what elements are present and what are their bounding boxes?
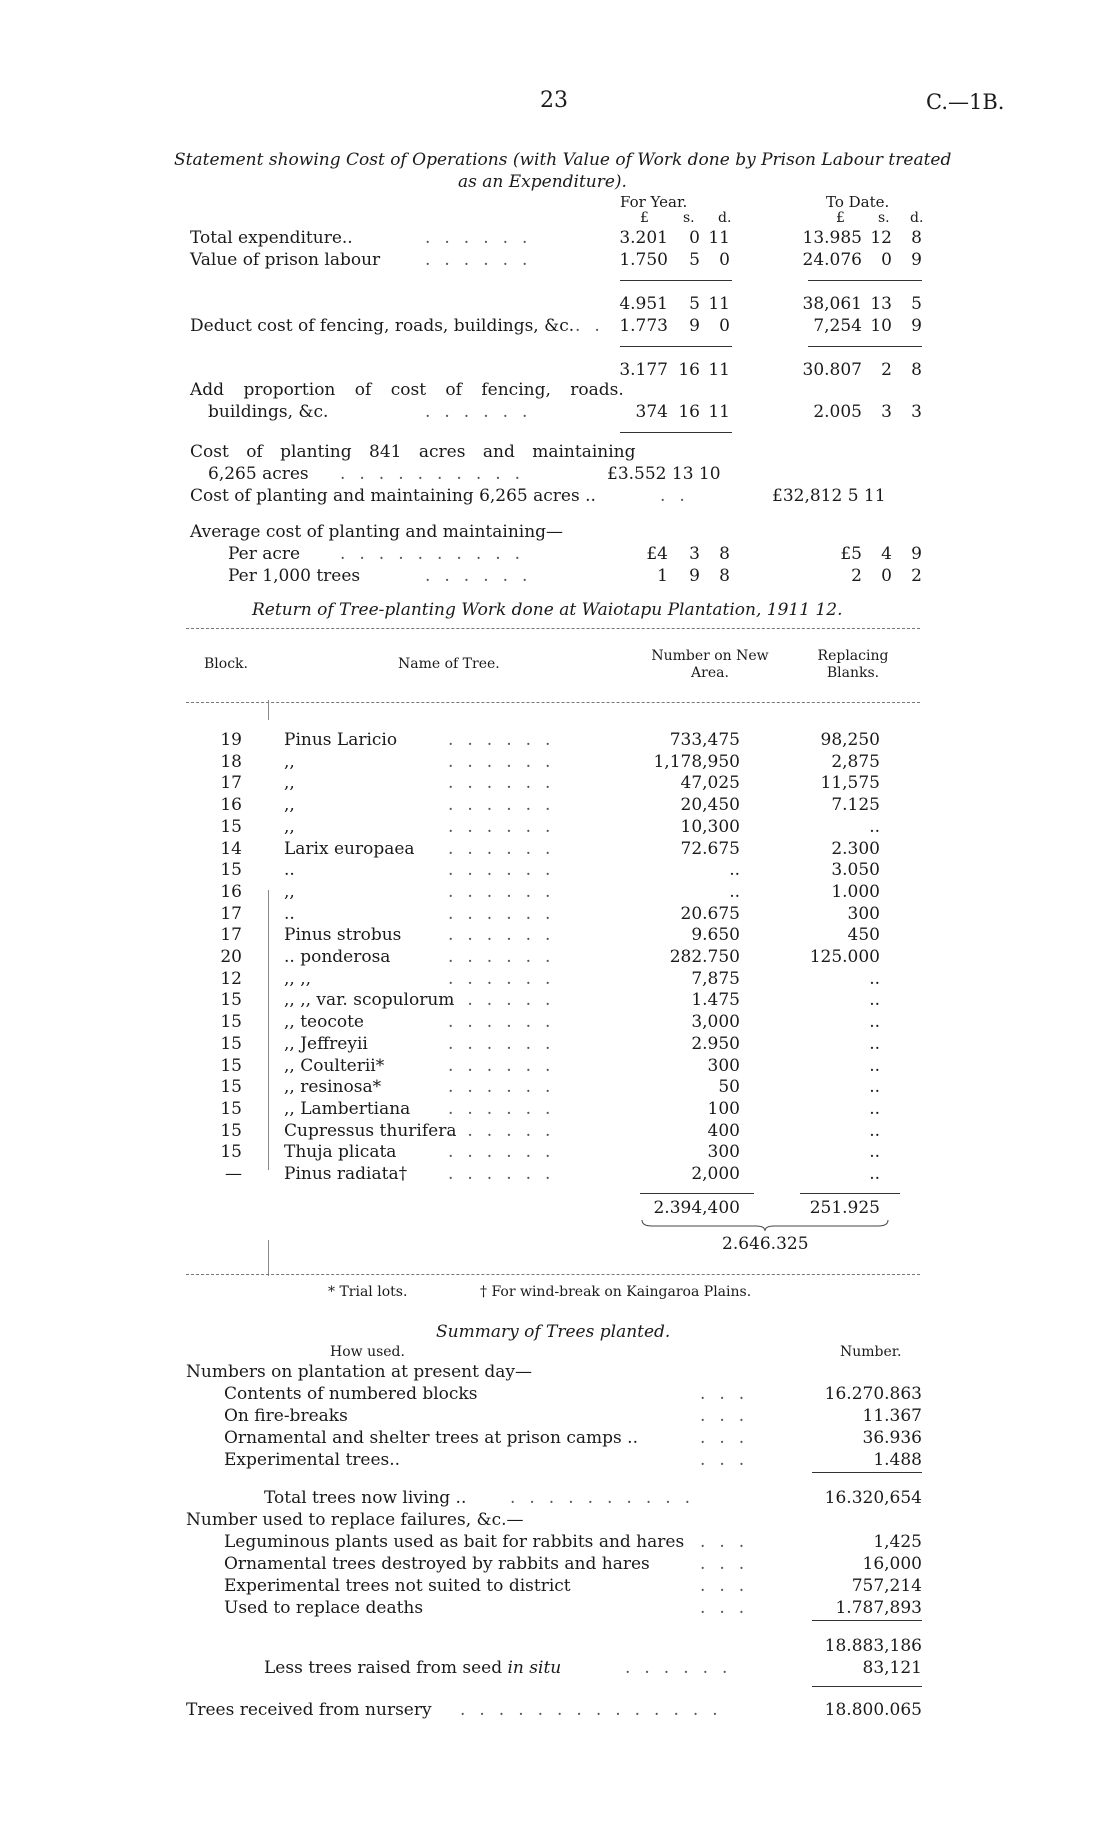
page-number: 23 (540, 88, 568, 113)
tree-name: Larix europaea (284, 839, 415, 859)
number-new-area: .. (729, 882, 740, 902)
replacing-blanks: 450 (847, 925, 880, 945)
block-number: 17 (220, 904, 242, 924)
planting-label-2: 6,265 acres (208, 464, 309, 484)
block-number: 17 (220, 925, 242, 945)
block-number: 15 (220, 1034, 242, 1054)
tree-name: .. (284, 904, 295, 924)
replacing-blanks: 7.125 (831, 795, 880, 815)
item-label: Leguminous plants used as bait for rabbits and hares (224, 1532, 685, 1552)
number-new-area: 300 (707, 1142, 740, 1162)
tree-name: Pinus radiata† (284, 1164, 408, 1184)
replacing-blanks: .. (869, 1034, 880, 1054)
number-new-area: 100 (707, 1099, 740, 1119)
item-value: 11.367 (862, 1406, 922, 1426)
subtotal-value: 18.883,186 (824, 1636, 922, 1656)
tree-name: ,, ,, var. scopulorum (284, 990, 455, 1010)
item-value: 757,214 (851, 1576, 922, 1596)
block-number: 16 (220, 795, 242, 815)
tree-name: ,, (284, 752, 295, 772)
number-new-area: 7,875 (691, 969, 740, 989)
number-new-area: .. (729, 860, 740, 880)
tree-name: Thuja plicata (284, 1142, 397, 1162)
tree-name: ,, Lambertiana (284, 1099, 411, 1119)
less-seed-label: Less trees raised from seed in situ (264, 1658, 562, 1678)
tree-name: Cupressus thurifera (284, 1121, 457, 1141)
tree-name: Pinus Laricio (284, 730, 398, 750)
unit-pence: d. (718, 210, 732, 226)
number-new-area: 282.750 (669, 947, 740, 967)
tree-name: ,, (284, 773, 295, 793)
block-number: 14 (220, 839, 242, 859)
block-number: 17 (220, 773, 242, 793)
replacing-blanks: 11,575 (820, 773, 880, 793)
number-new-area: 400 (707, 1121, 740, 1141)
replacing-blanks: 2,875 (831, 752, 880, 772)
grand-total: 2.646.325 (722, 1234, 809, 1254)
total-living-label: Total trees now living .. (264, 1488, 467, 1508)
tree-name: .. ponderosa (284, 947, 391, 967)
item-label: Ornamental trees destroyed by rabbits and hares (224, 1554, 650, 1574)
col-to-date: To Date. (826, 193, 890, 211)
unit-pence: d. (910, 210, 924, 226)
number-new-area: 9.650 (691, 925, 740, 945)
footnote-trial: * Trial lots. (328, 1284, 408, 1300)
statement-title: Statement showing Cost of Operations (with Value of Work done by Prison Labour treated (174, 150, 952, 170)
number-new-area: 50 (718, 1077, 740, 1097)
received-value: 18.800.065 (824, 1700, 922, 1720)
block-number: 15 (220, 1099, 242, 1119)
item-label: Ornamental and shelter trees at prison camps .. (224, 1428, 638, 1448)
item-label: Used to replace deaths (224, 1598, 424, 1618)
summary-section-present: Numbers on plantation at present day— (186, 1362, 532, 1382)
planting-label: Cost of planting 841 acres and maintaining (190, 442, 636, 462)
item-label: On fire-breaks (224, 1406, 348, 1426)
replacing-blanks: .. (869, 1099, 880, 1119)
tree-name: ,, Coulterii* (284, 1056, 385, 1076)
replacing-blanks: 1.000 (831, 882, 880, 902)
number-new-area: 47,025 (680, 773, 740, 793)
replacing-blanks: .. (869, 1012, 880, 1032)
col-for-year: For Year. (620, 193, 688, 211)
unit-shilling: s. (683, 210, 695, 226)
total-new-area: 2.394,400 (653, 1198, 740, 1218)
replacing-blanks: 2.300 (831, 839, 880, 859)
block-number: 15 (220, 1056, 242, 1076)
tree-name: ,, teocote (284, 1012, 364, 1032)
footnote-wind: † For wind-break on Kaingaroa Plains. (480, 1284, 752, 1300)
number-new-area: 300 (707, 1056, 740, 1076)
block-number: 15 (220, 1142, 242, 1162)
add-proportion-label: Add proportion of cost of fencing, roads. (190, 380, 624, 400)
total-brace-icon (640, 1218, 890, 1232)
planting-value: £3.552 13 10 (607, 464, 721, 484)
number-new-area: 733,475 (669, 730, 740, 750)
item-value: 36.936 (862, 1428, 922, 1448)
replacing-blanks: 300 (847, 904, 880, 924)
item-value: 16,000 (862, 1554, 922, 1574)
replacing-blanks: 98,250 (820, 730, 880, 750)
block-number: 15 (220, 1121, 242, 1141)
received-label: Trees received from nursery (186, 1700, 432, 1720)
block-number: 19 (220, 730, 242, 750)
item-value: 1.787,893 (835, 1598, 922, 1618)
maintaining-value: £32,812 5 11 (772, 486, 886, 506)
number-new-area: 2.950 (691, 1034, 740, 1054)
number-new-area: 2,000 (691, 1164, 740, 1184)
item-value: 16.270.863 (824, 1384, 922, 1404)
replacing-blanks: .. (869, 1077, 880, 1097)
block-number: 16 (220, 882, 242, 902)
summary-col-number: Number. (840, 1344, 902, 1360)
replacing-blanks: .. (869, 1121, 880, 1141)
maintaining-label: Cost of planting and maintaining 6,265 acres .. (190, 486, 596, 506)
summary-section-replace: Number used to replace failures, &c.— (186, 1510, 524, 1530)
tree-name: ,, Jeffreyii (284, 1034, 368, 1054)
block-number: 15 (220, 860, 242, 880)
replacing-blanks: .. (869, 969, 880, 989)
item-label: Contents of numbered blocks (224, 1384, 478, 1404)
header-number-new: Number on New Area. (651, 648, 769, 681)
summary-title: Summary of Trees planted. (436, 1322, 671, 1342)
replacing-blanks: 125.000 (809, 947, 880, 967)
unit-shilling: s. (878, 210, 890, 226)
number-new-area: 3,000 (691, 1012, 740, 1032)
item-value: 1.488 (873, 1450, 922, 1470)
item-value: 1,425 (873, 1532, 922, 1552)
tree-name: ,, ,, (284, 969, 312, 989)
tree-name: ,, resinosa* (284, 1077, 382, 1097)
block-number: 15 (220, 990, 242, 1010)
number-new-area: 20,450 (680, 795, 740, 815)
average-label: Average cost of planting and maintaining— (190, 522, 564, 542)
total-living-value: 16.320,654 (824, 1488, 922, 1508)
block-number: — (225, 1164, 242, 1184)
tree-name: ,, (284, 795, 295, 815)
return-table-title: Return of Tree-planting Work done at Waiotapu Plantation, 1911 12. (252, 600, 843, 620)
block-number: 20 (220, 947, 242, 967)
replacing-blanks: .. (869, 990, 880, 1010)
less-seed-value: 83,121 (862, 1658, 922, 1678)
tree-name: Pinus strobus (284, 925, 402, 945)
item-label: Experimental trees.. (224, 1450, 401, 1470)
replacing-blanks: .. (869, 1056, 880, 1076)
unit-pound: £ (836, 210, 845, 226)
replacing-blanks: 3.050 (831, 860, 880, 880)
block-number: 15 (220, 1077, 242, 1097)
summary-col-how: How used. (330, 1344, 405, 1360)
block-number: 15 (220, 1012, 242, 1032)
item-label: Experimental trees not suited to district (224, 1576, 571, 1596)
number-new-area: 1.475 (691, 990, 740, 1010)
unit-pound: £ (640, 210, 649, 226)
tree-name: .. (284, 860, 295, 880)
header-replacing: Replacing Blanks. (817, 648, 889, 681)
block-number: 15 (220, 817, 242, 837)
block-number: 18 (220, 752, 242, 772)
header-block: Block. (204, 656, 248, 672)
replacing-blanks: .. (869, 817, 880, 837)
header-name: Name of Tree. (398, 656, 500, 672)
document-code: C.—1B. (926, 90, 1005, 114)
statement-title-line2: as an Expenditure). (458, 172, 627, 192)
number-new-area: 72.675 (680, 839, 740, 859)
total-replacing: 251.925 (809, 1198, 880, 1218)
number-new-area: 1,178,950 (653, 752, 740, 772)
number-new-area: 20.675 (680, 904, 740, 924)
tree-name: ,, (284, 882, 295, 902)
number-new-area: 10,300 (680, 817, 740, 837)
tree-name: ,, (284, 817, 295, 837)
block-number: 12 (220, 969, 242, 989)
replacing-blanks: .. (869, 1142, 880, 1162)
replacing-blanks: .. (869, 1164, 880, 1184)
